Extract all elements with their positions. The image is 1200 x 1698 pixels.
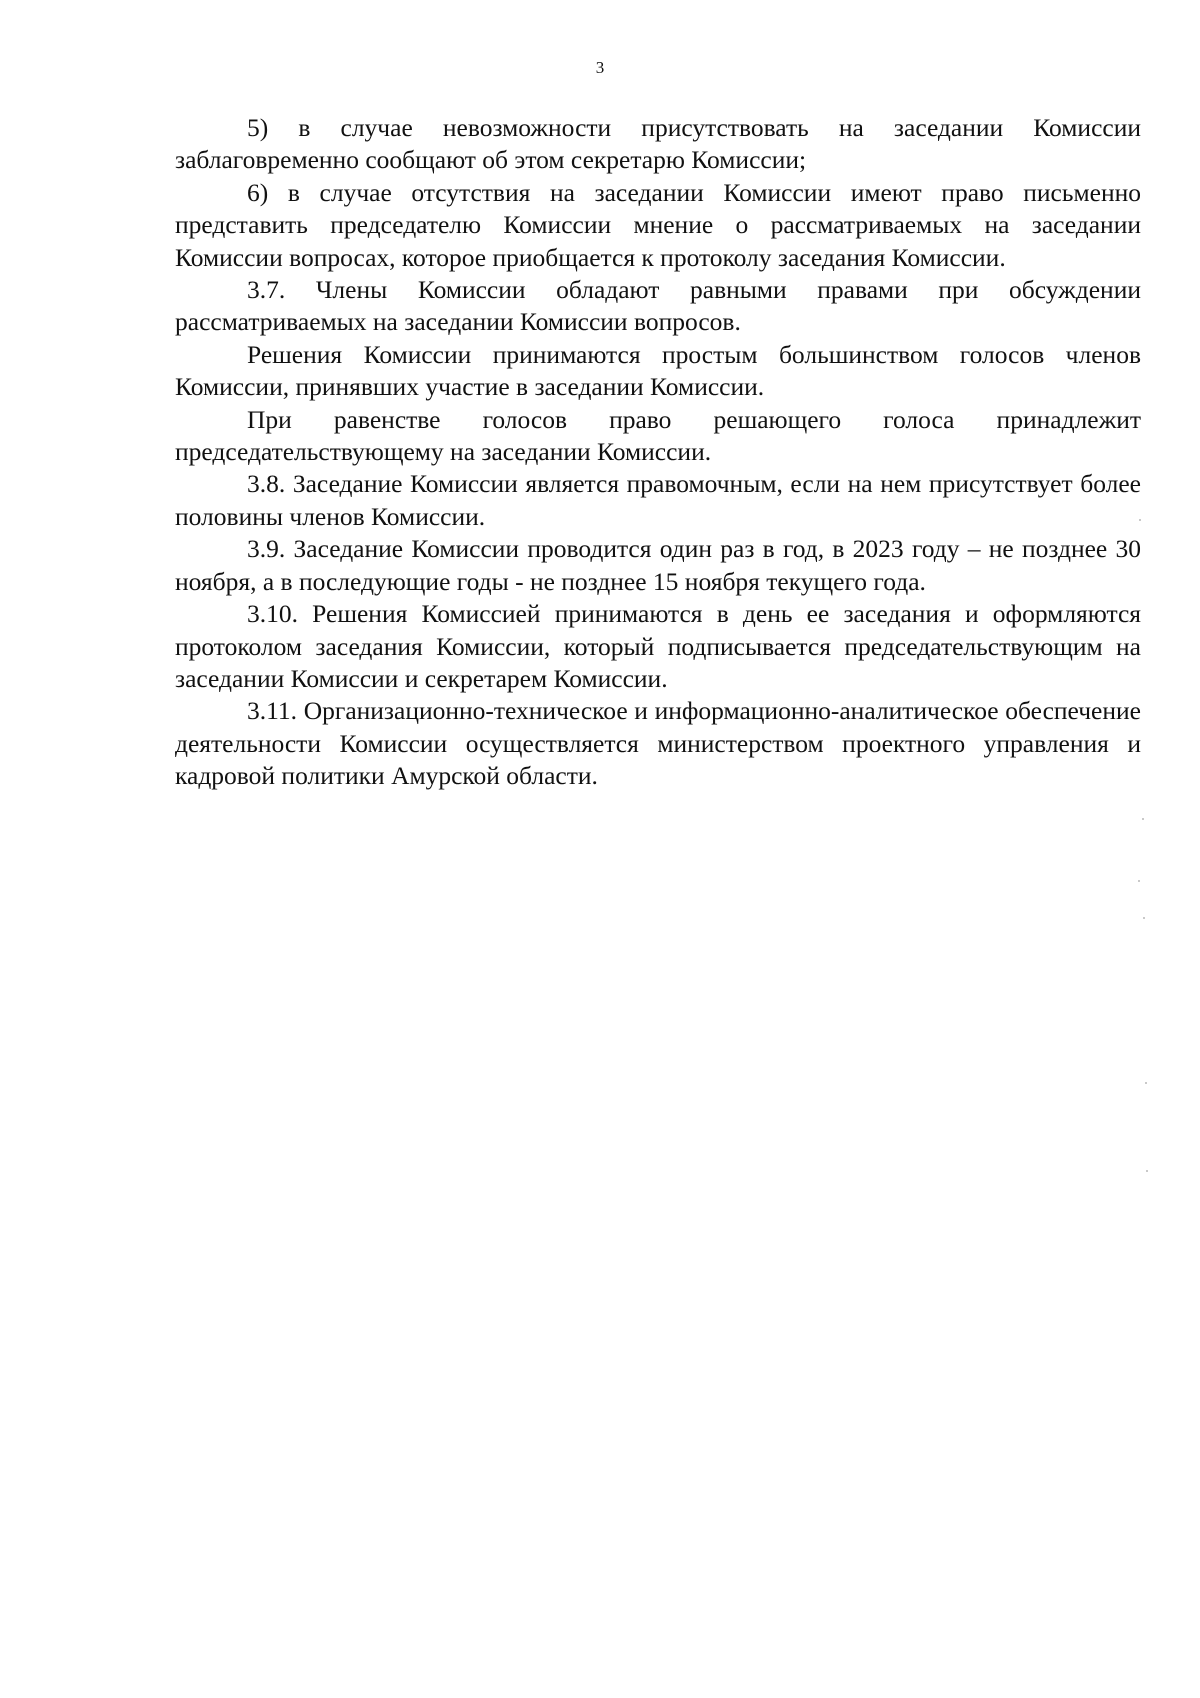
page-number: 3 [595, 58, 605, 77]
paragraph-3-10: 3.10. Решения Комиссией принимаются в день ее заседания и оформляются протоколом заседания Комиссии, который подписывается председательствующим на заседании Комиссии и секретарем Комиссии. [175, 599, 1141, 693]
paragraph-tie-vote: При равенстве голосов право решающего голоса принадлежит председательствующему на заседании Комиссии. [175, 404, 1141, 467]
scan-artifact [1142, 818, 1144, 820]
scan-artifact [1139, 519, 1141, 521]
scan-artifact [1145, 1082, 1147, 1084]
paragraph-3-9: 3.9. Заседание Комиссии проводится один раз в год, в 2023 году – не позднее 30 ноября, а в последующие годы - не позднее 15 ноября текущего года. [175, 534, 1141, 596]
paragraph-3-8: 3.8. Заседание Комиссии является правомочным, если на нем присутствует более половины членов Комиссии. [175, 469, 1141, 531]
paragraph-majority-vote: Решения Комиссии принимаются простым большинством голосов членов Комиссии, принявших участие в заседании Комиссии. [175, 339, 1141, 402]
scan-artifact [1138, 880, 1140, 882]
scan-artifact [1143, 917, 1145, 919]
paragraph-3-7: 3.7. Члены Комиссии обладают равными правами при обсуждении рассматриваемых на заседании Комиссии вопросов. [175, 275, 1141, 337]
scan-artifact [1146, 1170, 1148, 1172]
paragraph-item-5: 5) в случае невозможности присутствовать на заседании Комиссии заблаговременно сообщают об этом секретарю Комиссии; [175, 113, 1141, 175]
paragraph-3-11: 3.11. Организационно-техническое и информационно-аналитическое обеспечение деятельности Комиссии осуществляется министерством проектного управления и кадровой политики Амурской области. [175, 696, 1141, 791]
paragraph-item-6: 6) в случае отсутствия на заседании Комиссии имеют право письменно представить председателю Комиссии мнение о рассматриваемых на заседании Комиссии вопросах, которое приобщается к протоколу заседания Комиссии. [175, 177, 1141, 272]
document-body [175, 112, 1141, 793]
